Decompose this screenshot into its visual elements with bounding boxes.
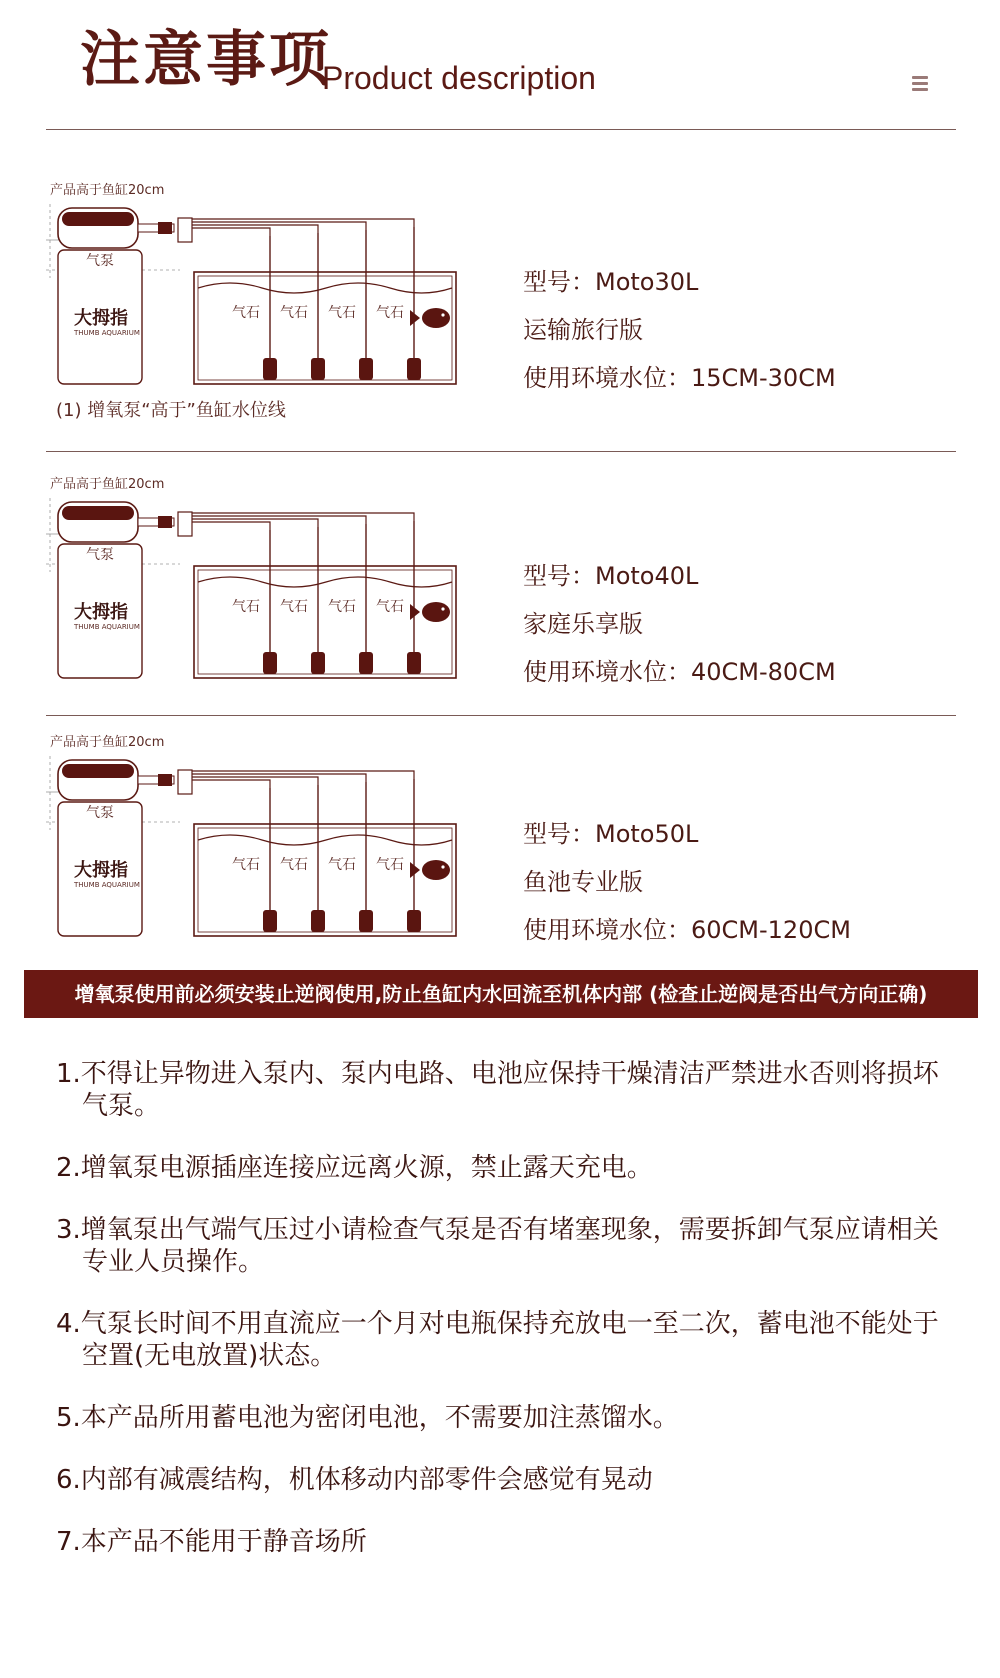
aquarium-diagram bbox=[40, 178, 510, 408]
brand-logo-en: THUMB AQUARIUM bbox=[74, 623, 140, 631]
air-stone-label: 气石 bbox=[232, 857, 260, 873]
page-title: 注意事项 bbox=[80, 25, 332, 95]
hamburger-icon[interactable] bbox=[912, 76, 928, 94]
pump-label: 气泵 bbox=[86, 805, 114, 821]
brand-logo: 大拇指 bbox=[74, 602, 128, 623]
section-divider bbox=[46, 715, 956, 716]
height-note: 产品高于鱼缸20cm bbox=[50, 183, 165, 198]
aquarium-diagram bbox=[40, 472, 510, 702]
air-stone-label: 气石 bbox=[232, 305, 260, 321]
air-stone bbox=[359, 652, 373, 674]
water-level-label: 使用环境水位：60CM-120CM bbox=[523, 916, 851, 944]
model-label: 型号：Moto30L bbox=[523, 268, 699, 296]
brand-logo: 大拇指 bbox=[74, 860, 128, 881]
pump-label: 气泵 bbox=[86, 547, 114, 563]
header-divider bbox=[46, 129, 956, 130]
air-stone-label: 气石 bbox=[328, 599, 356, 615]
page-subtitle: Product description bbox=[322, 60, 596, 96]
precautions-list bbox=[56, 1058, 956, 1588]
air-stone-label: 气石 bbox=[376, 857, 404, 873]
air-stone-label: 气石 bbox=[280, 599, 308, 615]
list-item: 2.增氧泵电源插座连接应远离火源，禁止露天充电。 bbox=[56, 1153, 653, 1183]
air-stone-label: 气石 bbox=[280, 857, 308, 873]
list-item: 4.气泵长时间不用直流应一个月对电瓶保持充放电一至二次，蓄电池不能处于空置(无电放置)状态。 bbox=[56, 1309, 939, 1371]
air-stone bbox=[311, 910, 325, 932]
air-stone bbox=[359, 358, 373, 380]
model-label: 型号：Moto40L bbox=[523, 562, 699, 590]
height-note: 产品高于鱼缸20cm bbox=[50, 477, 165, 492]
list-item: 5.本产品所用蓄电池为密闭电池，不需要加注蒸馏水。 bbox=[56, 1403, 679, 1433]
pump-label: 气泵 bbox=[86, 253, 114, 269]
water-level-label: 使用环境水位：15CM-30CM bbox=[523, 364, 836, 392]
edition-label: 运输旅行版 bbox=[523, 316, 643, 344]
brand-logo-en: THUMB AQUARIUM bbox=[74, 881, 140, 889]
edition-label: 家庭乐享版 bbox=[523, 610, 643, 638]
brand-logo-en: THUMB AQUARIUM bbox=[74, 329, 140, 337]
air-stone-label: 气石 bbox=[328, 857, 356, 873]
air-stone bbox=[263, 910, 277, 932]
list-item: 7.本产品不能用于静音场所 bbox=[56, 1527, 367, 1557]
aquarium-diagram bbox=[40, 730, 510, 960]
air-stone bbox=[263, 358, 277, 380]
air-stone bbox=[311, 652, 325, 674]
air-stone bbox=[407, 652, 421, 674]
air-stone-label: 气石 bbox=[376, 599, 404, 615]
diagram-caption: (1) 增氧泵“高于”鱼缸水位线 bbox=[56, 400, 286, 421]
height-note: 产品高于鱼缸20cm bbox=[50, 735, 165, 750]
air-stone bbox=[407, 910, 421, 932]
water-level-label: 使用环境水位：40CM-80CM bbox=[523, 658, 836, 686]
air-stone-label: 气石 bbox=[376, 305, 404, 321]
section-divider bbox=[46, 451, 956, 452]
model-label: 型号：Moto50L bbox=[523, 820, 699, 848]
edition-label: 鱼池专业版 bbox=[523, 868, 643, 896]
air-stone-label: 气石 bbox=[280, 305, 308, 321]
list-item: 6.内部有减震结构，机体移动内部零件会感觉有晃动 bbox=[56, 1465, 653, 1495]
air-stone bbox=[263, 652, 277, 674]
brand-logo: 大拇指 bbox=[74, 308, 128, 329]
air-stone bbox=[359, 910, 373, 932]
list-item: 3.增氧泵出气端气压过小请检查气泵是否有堵塞现象，需要拆卸气泵应请相关专业人员操作。 bbox=[56, 1215, 939, 1277]
warning-banner: 增氧泵使用前必须安装止逆阀使用,防止鱼缸内水回流至机体内部 (检查止逆阀是否出气方向正确) bbox=[24, 970, 978, 1018]
air-stone bbox=[407, 358, 421, 380]
air-stone-label: 气石 bbox=[232, 599, 260, 615]
air-stone bbox=[311, 358, 325, 380]
list-item: 1.不得让异物进入泵内、泵内电路、电池应保持干燥清洁严禁进水否则将损坏气泵。 bbox=[56, 1059, 939, 1121]
air-stone-label: 气石 bbox=[328, 305, 356, 321]
